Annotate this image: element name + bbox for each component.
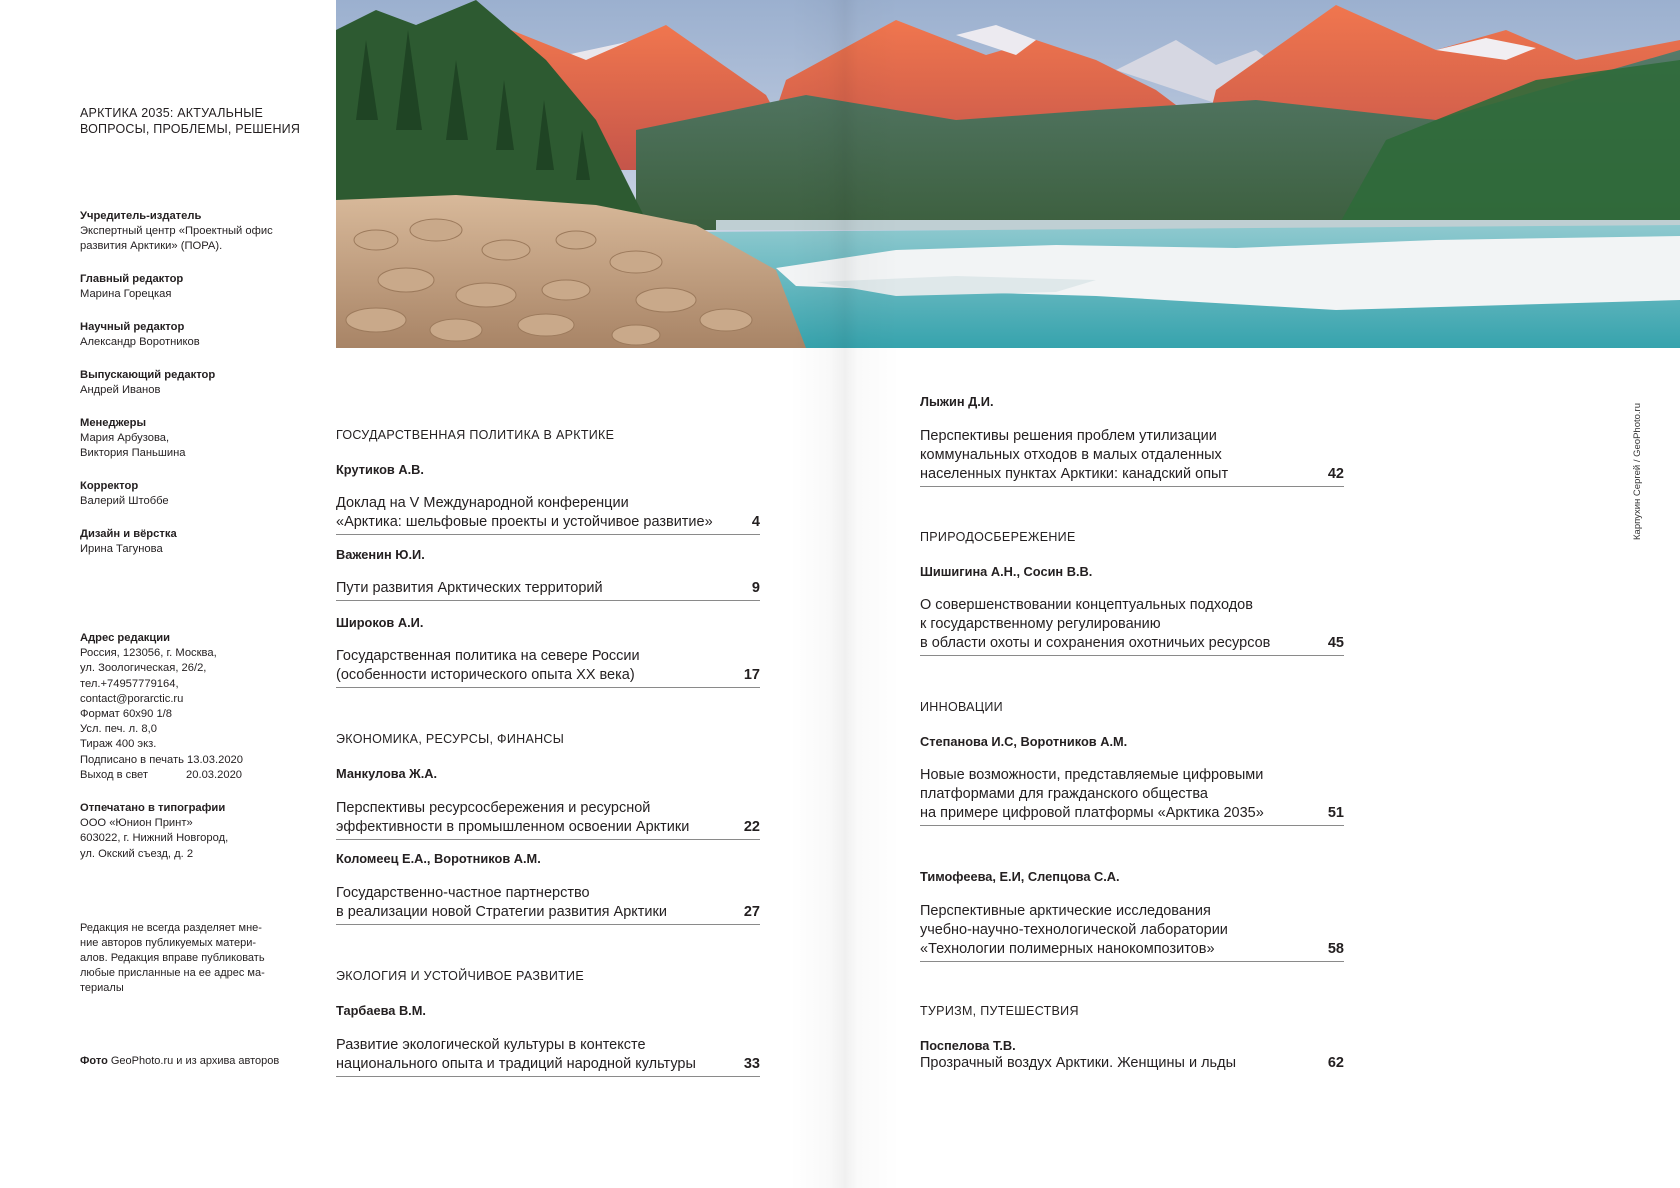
toc-page-number: 58 — [1327, 941, 1344, 957]
toc-page-number: 33 — [743, 1056, 760, 1072]
toc-article-title: Государственно-частное партнерство в реализации новой Стратегии развития Арктики — [336, 885, 667, 920]
toc-author: Крутиков А.В. — [336, 462, 424, 477]
photo-credit-text: GeoPhoto.ru и из архива авторов — [107, 1055, 280, 1067]
toc-page-number: 22 — [743, 819, 760, 835]
address-text: Россия, 123056, г. Москва, ул. Зоологическая, 26/2, тел.+74957779164, contact@porarctic.ru Формат 60x90 1/8 Усл. печ. л. 8,0 Тираж 400 экз. Подписано в печать 13.03.2020 — [80, 647, 243, 766]
toc-page-number: 17 — [743, 667, 760, 683]
imprint-name: Марина Горецкая — [80, 288, 172, 300]
toc-entry[interactable] — [336, 579, 760, 601]
imprint-block — [80, 209, 310, 575]
toc-article-title: Перспективные арктические исследования учебно-научно-технологической лаборатории «Технологии полимерных нанокомпозитов» — [920, 903, 1228, 957]
toc-page-number: 51 — [1327, 805, 1344, 821]
printing-label: Отпечатано в типографии — [80, 802, 226, 814]
imprint-role: Менеджеры — [80, 417, 147, 429]
imprint-role: Дизайн и вёрстка — [80, 528, 177, 540]
toc-article-title: Новые возможности, представляемые цифровыми платформами для гражданского общества на примере цифровой платформы «Арктика 2035» — [920, 767, 1264, 821]
toc-entry[interactable] — [920, 596, 1344, 656]
editorial-disclaimer: Редакция не всегда разделяет мне- ние авторов публикуемых матери- алов. Редакция вправе публиковать любые присланные на ее адрес ма- териалы — [80, 922, 265, 994]
toc-section-title: ПРИРОДОСБЕРЕЖЕНИЕ — [920, 530, 1076, 544]
toc-entry[interactable] — [336, 1036, 760, 1077]
imprint-role: Научный редактор — [80, 321, 185, 333]
toc-article-title: Пути развития Арктических территорий — [336, 580, 603, 596]
cover-photo-credit: Карпухин Сергей / GeoPhoto.ru — [1632, 403, 1643, 540]
toc-section-title: ИННОВАЦИИ — [920, 700, 1003, 714]
toc-article-title: Перспективы решения проблем утилизации коммунальных отходов в малых отдаленных населенных пунктах Арктики: канадский опыт — [920, 428, 1229, 482]
imprint-role: Учредитель-издатель — [80, 210, 202, 222]
toc-author: Важенин Ю.И. — [336, 547, 425, 562]
mountain-lake-illustration — [336, 0, 1680, 348]
toc-entry[interactable] — [336, 494, 760, 535]
toc-entry[interactable] — [336, 647, 760, 688]
editorial-address — [80, 631, 310, 783]
toc-entry[interactable] — [920, 1054, 1344, 1075]
imprint-entry — [80, 416, 310, 461]
toc-article-title: Доклад на V Международной конференции «Арктика: шельфовые проекты и устойчивое развитие» — [336, 495, 713, 530]
release-date-row — [80, 768, 310, 783]
toc-section-title: ЭКОНОМИКА, РЕСУРСЫ, ФИНАНСЫ — [336, 732, 565, 746]
toc-author: Широков А.И. — [336, 615, 424, 630]
imprint-name: Валерий Штоббе — [80, 495, 169, 507]
imprint-role: Корректор — [80, 480, 139, 492]
imprint-name: Мария Арбузова, Виктория Паньшина — [80, 432, 186, 459]
toc-entry[interactable] — [336, 884, 760, 925]
toc-article-title: О совершенствовании концептуальных подходов к государственному регулированию в области охоты и сохранения охотничьих ресурсов — [920, 597, 1271, 651]
toc-article-title: Перспективы ресурсосбережения и ресурсной эффективности в промышленном освоении Арктики — [336, 800, 690, 835]
printing-text: ООО «Юнион Принт» 603022, г. Нижний Новгород, ул. Окский съезд, д. 2 — [80, 817, 229, 860]
toc-entry[interactable] — [920, 902, 1344, 962]
imprint-name: Александр Воротников — [80, 336, 200, 348]
toc-section-title: ГОСУДАРСТВЕННАЯ ПОЛИТИКА В АРКТИКЕ — [336, 428, 615, 442]
release-label: Выход в свет — [80, 768, 149, 781]
toc-author: Лыжин Д.И. — [920, 394, 994, 409]
toc-article-title: Государственная политика на севере России (особенности исторического опыта XX века) — [336, 648, 640, 683]
toc-page-number: 9 — [751, 580, 760, 596]
toc-author: Манкулова Ж.А. — [336, 766, 438, 781]
magazine-title — [80, 105, 310, 137]
toc-author: Поспелова Т.В. — [920, 1038, 1016, 1053]
toc-entry[interactable] — [920, 427, 1344, 487]
toc-author: Коломеец Е.А., Воротников А.М. — [336, 851, 541, 866]
imprint-role: Выпускающий редактор — [80, 369, 216, 381]
toc-entry[interactable] — [336, 799, 760, 840]
toc-article-title: Прозрачный воздух Арктики. Женщины и льды — [920, 1055, 1236, 1071]
address-label: Адрес редакции — [80, 632, 171, 644]
photo-credit — [80, 1055, 320, 1067]
imprint-entry — [80, 320, 310, 350]
toc-entry[interactable] — [920, 766, 1344, 826]
toc-author: Шишигина А.Н., Сосин В.В. — [920, 564, 1093, 579]
release-date: 20.03.2020 — [186, 768, 243, 781]
toc-page-number: 42 — [1327, 466, 1344, 482]
toc-article-title: Развитие экологической культуры в контексте национального опыта и традиций народной культуры — [336, 1037, 696, 1072]
imprint-role: Главный редактор — [80, 273, 184, 285]
toc-author: Тарбаева В.М. — [336, 1003, 426, 1018]
printing-house — [80, 801, 310, 862]
imprint-entry — [80, 368, 310, 398]
magazine-title-line2: ВОПРОСЫ, ПРОБЛЕМЫ, РЕШЕНИЯ — [80, 122, 301, 136]
toc-page-number: 27 — [743, 904, 760, 920]
imprint-entry — [80, 527, 310, 557]
imprint-entry — [80, 272, 310, 302]
imprint-name: Андрей Иванов — [80, 384, 161, 396]
toc-section-title: ТУРИЗМ, ПУТЕШЕСТВИЯ — [920, 1004, 1079, 1018]
toc-page-number: 45 — [1327, 635, 1344, 651]
photo-credit-label: Фото — [80, 1055, 108, 1067]
imprint-name: Экспертный центр «Проектный офис развития Арктики» (ПОРА). — [80, 225, 273, 252]
imprint-name: Ирина Тагунова — [80, 543, 163, 555]
magazine-title-line1: АРКТИКА 2035: АКТУАЛЬНЫЕ — [80, 106, 264, 120]
imprint-entry — [80, 479, 310, 509]
landscape-photo — [336, 0, 1680, 348]
toc-section-title: ЭКОЛОГИЯ И УСТОЙЧИВОЕ РАЗВИТИЕ — [336, 969, 584, 983]
toc-page-number: 4 — [751, 514, 760, 530]
toc-author: Тимофеева, Е.И, Слепцова С.А. — [920, 869, 1120, 884]
imprint-entry — [80, 209, 310, 254]
toc-author: Степанова И.С, Воротников А.М. — [920, 734, 1128, 749]
toc-page-number: 62 — [1327, 1055, 1344, 1071]
